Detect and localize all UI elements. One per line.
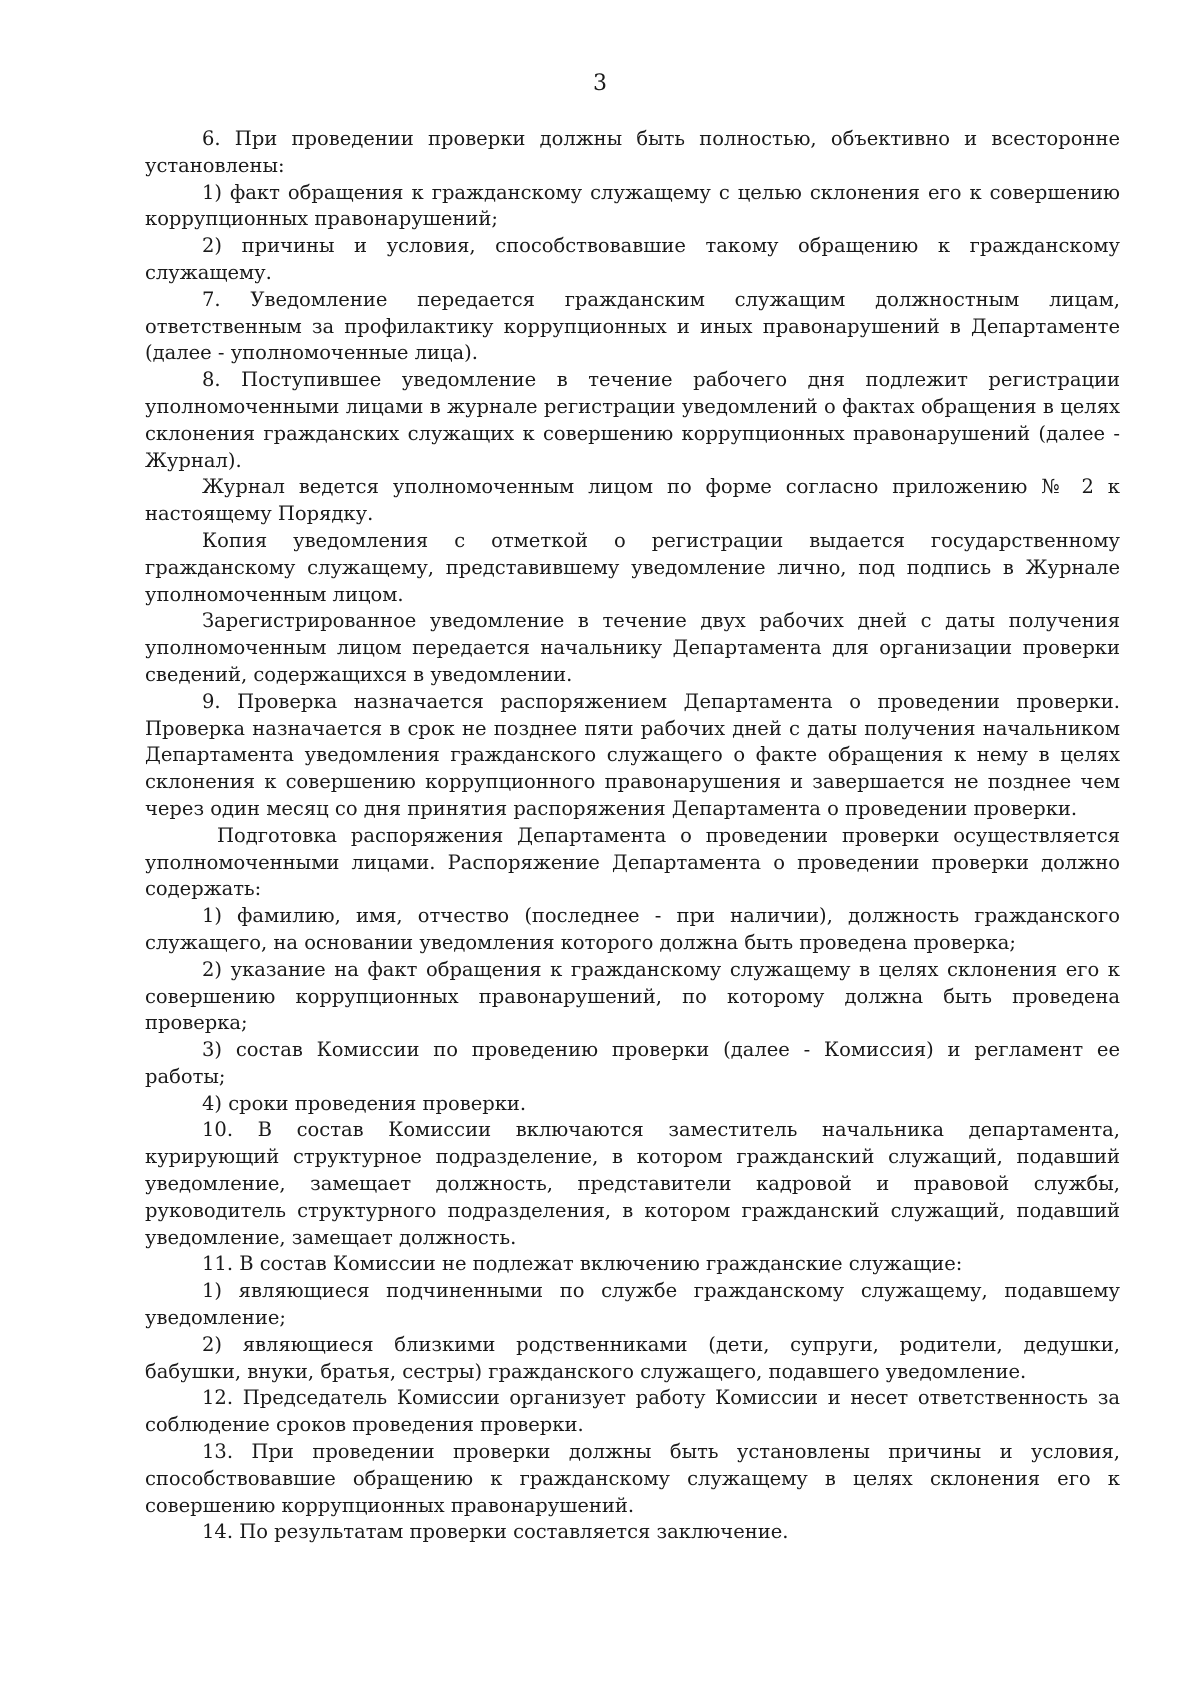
paragraph-11-item-2: 2) являющиеся близкими родственниками (дети, супруги, родители, дедушки, бабушки, внуки, братья, сестры) гражданского служащего, подавшего уведомление. — [145, 1332, 1120, 1383]
paragraph-9-item-4: 4) сроки проведения проверки. — [202, 1091, 527, 1115]
paragraph-9: 9. Проверка назначается распоряжением Департамента о проведении проверки. Проверка назначается в срок не позднее пяти рабочих дней с даты получения начальником Департамента уведомления гражданского служащего о факте обращения к нему в целях склонения к совершению коррупционного правонарушения и завершается не позднее чем через один месяц со дня принятия распоряжения Департамента о проведении проверки. — [145, 689, 1120, 820]
paragraph-8-journal: Журнал ведется уполномоченным лицом по форме согласно приложению № 2 к настоящему Порядку. — [145, 475, 1120, 526]
paragraph-10: 10. В состав Комиссии включаются заместитель начальника департамента, курирующий структурное подразделение, в котором гражданский служащий, подавший уведомление, замещает должность, представители кадровой и правовой службы, руководитель структурного подразделения, в котором гражданский служащий, подавший уведомление, замещает должность. — [145, 1118, 1120, 1249]
paragraph-6-item-1: 1) факт обращения к гражданскому служащему с целью склонения его к совершению коррупционных правонарушений; — [145, 180, 1120, 231]
paragraph-6: 6. При проведении проверки должны быть полностью, объективно и всесторонне установлены: — [145, 127, 1120, 177]
paragraph-8: 8. Поступившее уведомление в течение рабочего дня подлежит регистрации уполномоченными лицами в журнале регистрации уведомлений о фактах обращения в целях склонения гражданских служащих к совершению коррупционных правонарушений (далее - Журнал). — [145, 368, 1120, 472]
paragraph-9-item-1: 1) фамилию, имя, отчество (последнее - при наличии), должность гражданского служащего, на основании уведомления которого должна быть проведена проверка; — [145, 904, 1120, 954]
document-body — [145, 126, 1120, 1546]
paragraph-12: 12. Председатель Комиссии организует работу Комиссии и несет ответственность за соблюдение сроков проведения проверки. — [145, 1386, 1120, 1437]
paragraph-9-item-3: 3) состав Комиссии по проведению проверки (далее - Комиссия) и регламент ее работы; — [145, 1038, 1120, 1088]
paragraph-11: 11. В состав Комиссии не подлежат включению гражданские служащие: — [202, 1252, 963, 1276]
paragraph-11-item-1: 1) являющиеся подчиненными по службе гражданскому служащему, подавшему уведомление; — [145, 1279, 1120, 1330]
paragraph-13: 13. При проведении проверки должны быть установлены причины и условия, способствовавшие обращению к гражданскому служащему в целях склонения его к совершению коррупционных правонарушений. — [145, 1440, 1120, 1517]
paragraph-9-item-2: 2) указание на факт обращения к гражданскому служащему в целях склонения его к совершению коррупционных правонарушений, по которому должна быть проведена проверка; — [145, 957, 1120, 1035]
paragraph-6-item-2: 2) причины и условия, способствовавшие такому обращению к гражданскому служащему. — [145, 234, 1120, 284]
paragraph-7: 7. Уведомление передается гражданским служащим должностным лицам, ответственным за профилактику коррупционных и иных правонарушений в Департаменте (далее - уполномоченные лица). — [145, 287, 1120, 365]
paragraph-8-registered: Зарегистрированное уведомление в течение двух рабочих дней с даты получения уполномоченным лицом передается начальнику Департамента для организации проверки сведений, содержащихся в уведомлении. — [145, 609, 1120, 686]
paragraph-9-preparation: Подготовка распоряжения Департамента о проведении проверки осуществляется уполномоченными лицами. Распоряжение Департамента о проведении проверки должно содержать: — [145, 823, 1120, 901]
paragraph-14: 14. По результатам проверки составляется заключение. — [202, 1520, 789, 1544]
page-number: 3 — [593, 71, 607, 96]
paragraph-8-copy: Копия уведомления с отметкой о регистрации выдается государственному гражданскому служащему, представившему уведомление лично, под подпись в Журнале уполномоченным лицом. — [145, 528, 1120, 606]
